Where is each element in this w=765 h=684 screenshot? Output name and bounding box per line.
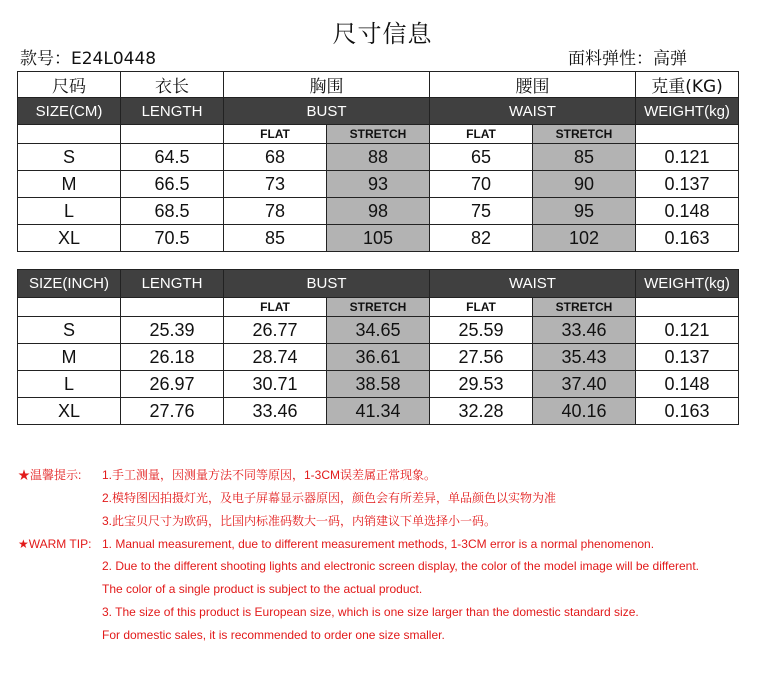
english-header-row: [18, 270, 739, 298]
sub-header-flat: FLAT: [430, 125, 533, 144]
header-size: SIZE(INCH): [18, 270, 121, 298]
cell-length: 70.5: [121, 225, 224, 252]
cell-weight: 0.137: [636, 344, 739, 371]
header-weight: WEIGHT(kg): [636, 98, 739, 125]
cell-length: 26.97: [121, 371, 224, 398]
table-row: [18, 225, 739, 252]
sub-header-stretch: STRETCH: [327, 298, 430, 317]
table-row: [18, 371, 739, 398]
cell-weight: 0.121: [636, 317, 739, 344]
sub-header-blank: [121, 298, 224, 317]
cell-size: XL: [18, 225, 121, 252]
cell-length: 26.18: [121, 344, 224, 371]
en-tip-line: For domestic sales, it is recommended to order one size smaller.: [102, 628, 445, 642]
header-bust: BUST: [224, 98, 430, 125]
cell-bust-flat: 33.46: [224, 398, 327, 425]
sub-header-blank: [18, 298, 121, 317]
en-tip-line: The color of a single product is subject to the actual product.: [102, 582, 423, 596]
table-row: [18, 144, 739, 171]
cell-bust-stretch: 88: [327, 144, 430, 171]
sub-header-row: [18, 125, 739, 144]
sub-header-flat: FLAT: [224, 298, 327, 317]
cell-bust-stretch: 105: [327, 225, 430, 252]
cell-weight: 0.163: [636, 398, 739, 425]
header-bust-cn: 胸围: [224, 72, 430, 98]
fabric-elasticity: 面料弹性：高弹: [568, 49, 687, 69]
sub-header-blank: [636, 125, 739, 144]
header-size: SIZE(CM): [18, 98, 121, 125]
cell-bust-stretch: 98: [327, 198, 430, 225]
header-bust: BUST: [224, 270, 430, 298]
table-row: [18, 198, 739, 225]
header-length-cn: 衣长: [121, 72, 224, 98]
cell-weight: 0.163: [636, 225, 739, 252]
cell-size: M: [18, 171, 121, 198]
style-number: 款号：E24L0448: [20, 49, 157, 69]
cell-bust-flat: 78: [224, 198, 327, 225]
cell-length: 25.39: [121, 317, 224, 344]
sub-header-row: [18, 298, 739, 317]
cell-bust-flat: 85: [224, 225, 327, 252]
sub-header-blank: [636, 298, 739, 317]
header-waist: WAIST: [430, 270, 636, 298]
cn-tip-line: 3.此宝贝尺寸为欧码，比国内标准码数大一码，内销建议下单选择小一码。: [102, 514, 497, 528]
cell-waist-stretch: 37.40: [533, 371, 636, 398]
cell-waist-flat: 25.59: [430, 317, 533, 344]
table-row: [18, 344, 739, 371]
size-table-inch: [17, 269, 739, 425]
cn-tip-label: ★温馨提示:: [18, 468, 82, 482]
cell-bust-flat: 73: [224, 171, 327, 198]
cell-waist-stretch: 40.16: [533, 398, 636, 425]
cell-length: 27.76: [121, 398, 224, 425]
table-row: [18, 171, 739, 198]
sub-header-stretch: STRETCH: [533, 125, 636, 144]
cn-tip-line: 1.手工测量，因测量方法不同等原因，1-3CM误差属正常现象。: [102, 468, 437, 482]
cell-size: S: [18, 317, 121, 344]
size-table-cm: [17, 71, 739, 252]
cell-bust-stretch: 93: [327, 171, 430, 198]
cell-waist-flat: 75: [430, 198, 533, 225]
cell-length: 68.5: [121, 198, 224, 225]
cell-bust-stretch: 41.34: [327, 398, 430, 425]
cell-waist-flat: 65: [430, 144, 533, 171]
en-tip-label: ★WARM TIP:: [18, 537, 92, 551]
header-length: LENGTH: [121, 270, 224, 298]
cell-bust-stretch: 38.58: [327, 371, 430, 398]
sub-header-blank: [121, 125, 224, 144]
cell-waist-stretch: 90: [533, 171, 636, 198]
cell-waist-stretch: 102: [533, 225, 636, 252]
cell-size: L: [18, 198, 121, 225]
chinese-header-row: [18, 72, 739, 98]
table-row: [18, 398, 739, 425]
sub-header-stretch: STRETCH: [533, 298, 636, 317]
cell-weight: 0.137: [636, 171, 739, 198]
cell-bust-flat: 30.71: [224, 371, 327, 398]
header-length: LENGTH: [121, 98, 224, 125]
en-tip-line: 2. Due to the different shooting lights and electronic screen display, the color of the model image will be different.: [102, 559, 700, 573]
cell-size: S: [18, 144, 121, 171]
en-tip-line: 1. Manual measurement, due to different measurement methods, 1-3CM error is a normal phenomenon.: [102, 537, 655, 551]
cell-waist-flat: 32.28: [430, 398, 533, 425]
cell-weight: 0.148: [636, 371, 739, 398]
cell-weight: 0.121: [636, 144, 739, 171]
cell-length: 66.5: [121, 171, 224, 198]
cell-bust-flat: 28.74: [224, 344, 327, 371]
cell-size: L: [18, 371, 121, 398]
cell-waist-stretch: 33.46: [533, 317, 636, 344]
cell-waist-stretch: 35.43: [533, 344, 636, 371]
header-weight: WEIGHT(kg): [636, 270, 739, 298]
header-waist: WAIST: [430, 98, 636, 125]
cell-waist-stretch: 95: [533, 198, 636, 225]
english-header-row: [18, 98, 739, 125]
cell-bust-stretch: 36.61: [327, 344, 430, 371]
cell-waist-flat: 29.53: [430, 371, 533, 398]
cell-length: 64.5: [121, 144, 224, 171]
cell-waist-flat: 70: [430, 171, 533, 198]
cell-weight: 0.148: [636, 198, 739, 225]
cell-size: M: [18, 344, 121, 371]
sub-header-flat: FLAT: [224, 125, 327, 144]
cell-waist-flat: 27.56: [430, 344, 533, 371]
en-tip-line: 3. The size of this product is European size, which is one size larger than the domestic standard size.: [102, 605, 639, 619]
header-size-cn: 尺码: [18, 72, 121, 98]
cell-bust-flat: 68: [224, 144, 327, 171]
table-row: [18, 317, 739, 344]
cell-size: XL: [18, 398, 121, 425]
sub-header-flat: FLAT: [430, 298, 533, 317]
cell-bust-flat: 26.77: [224, 317, 327, 344]
cell-bust-stretch: 34.65: [327, 317, 430, 344]
cell-waist-flat: 82: [430, 225, 533, 252]
page-title: 尺寸信息: [332, 20, 433, 48]
header-waist-cn: 腰围: [430, 72, 636, 98]
cn-tip-line: 2.模特图因拍摄灯光，及电子屏幕显示器原因，颜色会有所差异，单品颜色以实物为准: [102, 491, 557, 505]
cell-waist-stretch: 85: [533, 144, 636, 171]
sub-header-blank: [18, 125, 121, 144]
sub-header-stretch: STRETCH: [327, 125, 430, 144]
header-weight-cn: 克重(KG): [636, 72, 739, 98]
